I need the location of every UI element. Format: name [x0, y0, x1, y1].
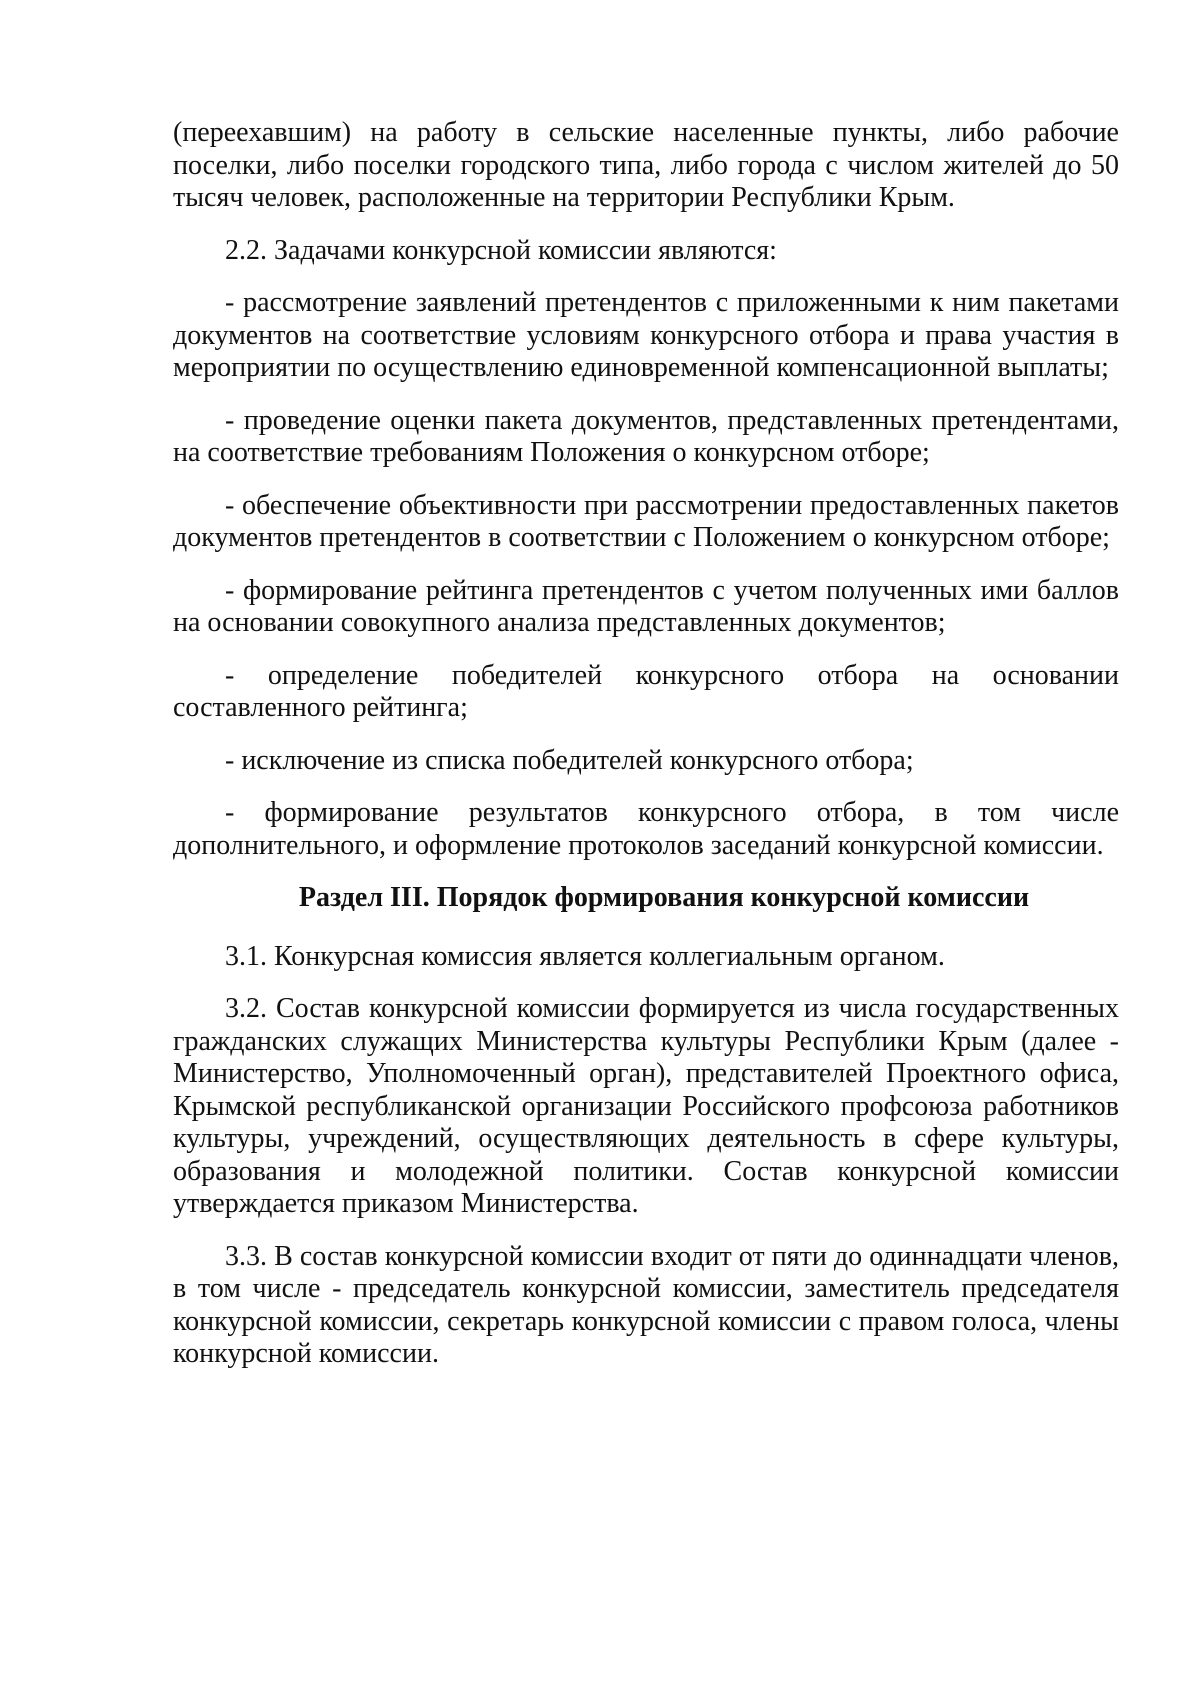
list-item-review-applications: - рассмотрение заявлений претендентов с приложенными к ним пакетами документов на соответствие условиям конкурсного отбора и права участия в мероприятии по осуществлению единовременной компенсационной выплаты;: [173, 287, 1119, 383]
paragraph-3-1: 3.1. Конкурсная комиссия является коллегиальным органом.: [225, 940, 945, 972]
paragraph-2-2-title: 2.2. Задачами конкурсной комиссии являются:: [225, 234, 777, 266]
list-item-evaluate-documents: - проведение оценки пакета документов, представленных претендентами, на соответствие требованиям Положения о конкурсном отборе;: [173, 404, 1119, 468]
list-item-winners: - определение победителей конкурсного отбора на основании составленного рейтинга;: [173, 659, 1119, 723]
list-item-exclusion: - исключение из списка победителей конкурсного отбора;: [225, 744, 914, 776]
list-item-objectivity: - обеспечение объективности при рассмотрении предоставленных пакетов документов претендентов в соответствии с Положением о конкурсном отборе;: [173, 489, 1119, 553]
section-heading: Раздел III. Порядок формирования конкурсной комиссии: [298, 882, 1030, 913]
list-item-results-protocols: - формирование результатов конкурсного отбора, в том числе дополнительного, и оформление протоколов заседаний конкурсной комиссии.: [173, 797, 1119, 861]
list-item-rating: - формирование рейтинга претендентов с учетом полученных ими баллов на основании совокупного анализа представленных документов;: [173, 574, 1119, 638]
paragraph-continuation: (переехавшим) на работу в сельские населенные пункты, либо рабочие поселки, либо поселки городского типа, либо города с числом жителей до 50 тысяч человек, расположенные на территории Республики Крым.: [173, 117, 1119, 213]
paragraph-3-2: 3.2. Состав конкурсной комиссии формируется из числа государственных гражданских служащих Министерства культуры Республики Крым (далее - Министерство, Уполномоченный орган), представителей Проектного офиса, Крымской республиканской организации Российского профсоюза работников культуры, учреждений, осуществляющих деятельность в сфере культуры, образования и молодежной политики. Состав конкурсной комиссии утверждается приказом Министерства.: [173, 993, 1119, 1219]
page-content: [173, 117, 1119, 1391]
paragraph-3-3: 3.3. В состав конкурсной комиссии входит от пяти до одиннадцати членов, в том числе - председатель конкурсной комиссии, заместитель председателя конкурсной комиссии, секретарь конкурсной комиссии с правом голоса, члены конкурсной комиссии.: [173, 1240, 1119, 1369]
